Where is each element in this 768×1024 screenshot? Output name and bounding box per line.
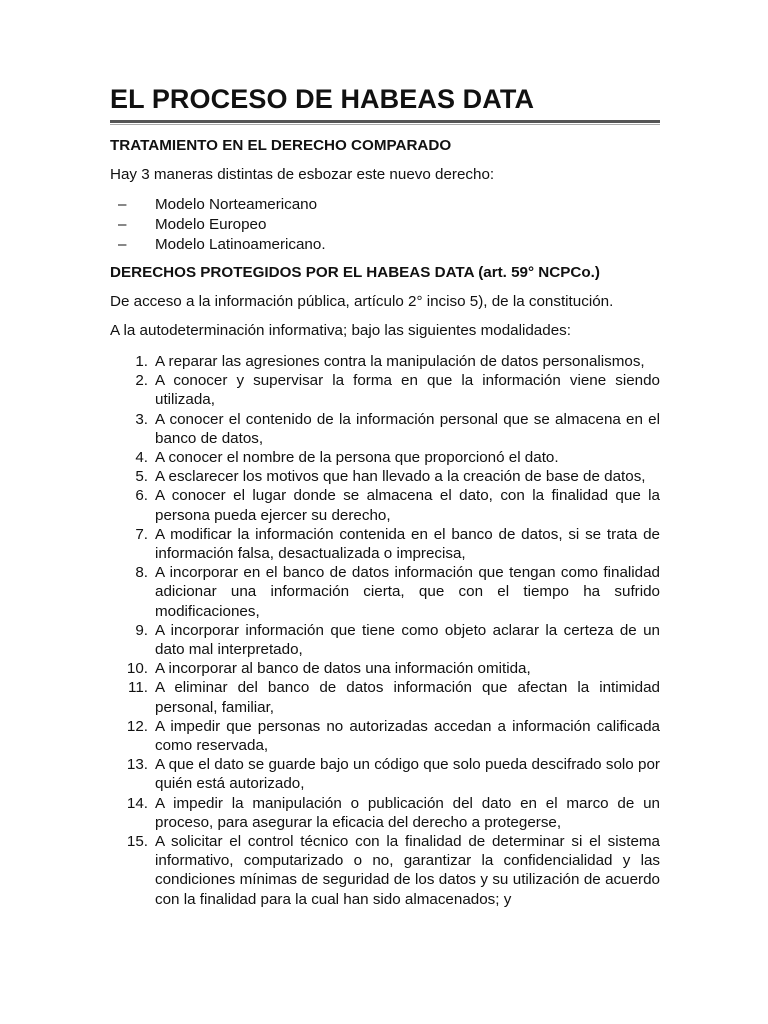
item-text: A conocer el contenido de la información personal que se almacena en el banco de datos, <box>155 410 660 447</box>
list-item <box>110 215 326 235</box>
item-text: A eliminar del banco de datos información que afectan la intimidad personal, familiar, <box>155 679 660 716</box>
list-item <box>110 352 660 371</box>
list-item <box>110 717 660 755</box>
item-text: A que el dato se guarde bajo un código que solo pueda descifrado solo por quién está autorizado, <box>155 756 660 793</box>
item-number-text: 2. <box>135 372 148 390</box>
item-number-text: 8. <box>135 564 148 582</box>
section-heading-comparative-law: TRATAMIENTO EN EL DERECHO COMPARADO <box>110 137 452 154</box>
list-item <box>110 448 660 467</box>
section-intro: Hay 3 maneras distintas de esbozar este nuevo derecho: <box>110 166 495 183</box>
list-item-text: Modelo Latinoamericano. <box>155 236 326 253</box>
item-number-text: 10. <box>126 660 148 678</box>
list-item <box>110 467 660 486</box>
rights-list <box>110 352 660 909</box>
item-text: A incorporar información que tiene como objeto aclarar la certeza de un dato mal interpretado, <box>155 621 660 659</box>
paragraph-public-information: De acceso a la información pública, artículo 2° inciso 5), de la constitución. <box>110 293 614 310</box>
item-text: A reparar las agresiones contra la manipulación de datos personalismos, <box>155 353 645 370</box>
list-item <box>110 755 660 793</box>
item-number-text: 4. <box>135 449 148 467</box>
list-item <box>110 659 660 678</box>
document-title: EL PROCESO DE HABEAS DATA <box>110 84 535 114</box>
item-number-text: 3. <box>135 410 148 428</box>
item-number-text: 1. <box>135 353 148 370</box>
list-item <box>110 794 660 832</box>
item-text: A impedir la manipulación o publicación del dato en el marco de un proceso, para asegurar la eficacia del derecho a protegerse, <box>155 794 660 831</box>
item-text: A conocer el lugar donde se almacena el dato, con la finalidad que la persona pueda ejercer su derecho, <box>155 487 660 524</box>
item-number-text: 15. <box>126 833 148 851</box>
list-item <box>110 486 660 524</box>
list-item <box>110 621 660 659</box>
list-item <box>110 235 326 255</box>
dash-bullet: – <box>118 216 127 233</box>
item-text: A incorporar al banco de datos una información omitida, <box>155 660 531 678</box>
title-rule <box>110 120 660 123</box>
item-text: A conocer y supervisar la forma en que la información viene siendo utilizada, <box>155 372 660 409</box>
list-item <box>110 563 660 621</box>
item-number-text: 12. <box>126 717 148 735</box>
item-number-text: 6. <box>135 487 148 505</box>
item-number-text: 7. <box>135 525 148 543</box>
section-heading-protected-rights: DERECHOS PROTEGIDOS POR EL HABEAS DATA (art. 59° NCPCo.) <box>110 264 600 281</box>
item-text: A impedir que personas no autorizadas accedan a información calificada como reservada, <box>155 717 660 755</box>
title-rule-shadow <box>110 124 660 125</box>
item-text: A modificar la información contenida en el banco de datos, si se trata de información falsa, desactualizada o imprecisa, <box>155 525 660 563</box>
item-number-text: 9. <box>135 621 148 639</box>
list-item <box>110 525 660 563</box>
item-text: A esclarecer los motivos que han llevado a la creación de base de datos, <box>155 468 646 486</box>
item-number-text: 5. <box>135 468 148 486</box>
item-text: A conocer el nombre de la persona que proporcionó el dato. <box>155 449 559 467</box>
item-number-text: 13. <box>126 756 148 774</box>
list-item <box>110 410 660 448</box>
item-number-text: 11. <box>128 679 148 697</box>
paragraph-self-determination: A la autodeterminación informativa; bajo las siguientes modalidades: <box>110 322 571 339</box>
list-item <box>110 195 326 215</box>
dash-bullet: – <box>118 196 127 213</box>
item-number-text: 14. <box>126 794 148 812</box>
list-item <box>110 371 660 409</box>
dash-bullet: – <box>118 236 127 253</box>
list-item <box>110 832 660 909</box>
item-text: A solicitar el control técnico con la finalidad de determinar si el sistema informativo, computarizado o no, garantizar la confidencialidad y las condiciones mínimas de seguridad de los datos y su utilización de acuerdo con la finalidad para la cual han sido almacenados; y <box>155 833 660 908</box>
list-item-text: Modelo Norteamericano <box>155 196 318 213</box>
list-item <box>110 678 660 716</box>
item-text: A incorporar en el banco de datos información que tengan como finalidad adicionar una información cierta, que con el tiempo ha sufrido modificaciones, <box>155 564 660 620</box>
list-item-text: Modelo Europeo <box>155 216 267 233</box>
models-list <box>110 195 326 255</box>
